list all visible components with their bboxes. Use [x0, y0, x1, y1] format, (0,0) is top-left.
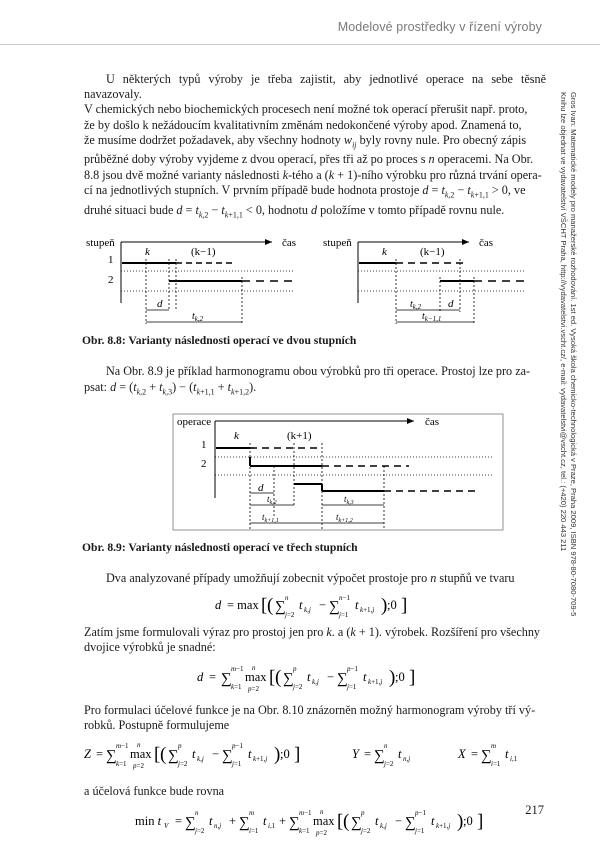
job-label-k: k	[382, 246, 387, 259]
duration-label: $t_{k,2}$	[267, 494, 277, 507]
text-span: byly rovny nule. Pro obecný zápis	[359, 132, 527, 147]
idle-label-d: d	[157, 298, 163, 311]
svg-text:m−1: m−1	[299, 808, 312, 817]
svg-text:i,1: i,1	[510, 755, 518, 764]
svg-text:k+1,j: k+1,j	[253, 755, 268, 764]
svg-text:∑: ∑	[374, 748, 385, 765]
paragraph-6	[84, 784, 546, 799]
text-line: V chemických nebo biochemických procesech není možné tok operací přerušit např. proto,	[84, 102, 528, 117]
formula	[135, 803, 495, 843]
svg-text:t: t	[431, 813, 435, 828]
figure-caption: Obr. 8.9: Varianty následnosti operací ve třech stupních	[82, 541, 358, 555]
formula	[197, 659, 433, 699]
citation-line-2: Knihu lze objednat ve vydavatelství VŠCHT Praha, http://vydavatelstvi.vscht.cz/, e-mail: vydavatelstvi@vscht.cz, tel.: (+420) 220 443 211	[559, 92, 568, 552]
text-span: položíme v tomto případě rovnu nule.	[317, 202, 505, 217]
svg-text:[: [	[269, 667, 276, 688]
svg-text:j=2: j=2	[178, 760, 188, 769]
svg-text:p=2: p=2	[133, 762, 144, 771]
svg-text:j=2: j=2	[361, 826, 371, 835]
svg-text:=: =	[175, 813, 183, 828]
svg-text:j=1: j=1	[232, 760, 242, 769]
svg-text:;0: ;0	[395, 670, 405, 684]
text-line: dvojice výrobků je snadné:	[84, 639, 216, 654]
svg-text:k+1,j: k+1,j	[360, 605, 375, 614]
figure-caption: Obr. 8.8: Varianty následnosti operací ve dvou stupních	[82, 334, 357, 348]
svg-text:n−1: n−1	[339, 593, 350, 602]
text-span: -tého a (	[288, 167, 329, 182]
svg-text:): )	[274, 744, 281, 766]
svg-text:i,1: i,1	[268, 821, 276, 830]
svg-text:t: t	[209, 813, 213, 828]
svg-text:k,j: k,j	[304, 605, 311, 614]
text-span: , hodnotu	[261, 202, 312, 217]
text-line: Na Obr. 8.9 je příklad harmonogramu obou výrobků pro tři operace. Prostoj lze pro za-	[106, 364, 531, 379]
svg-text:V: V	[164, 821, 169, 830]
svg-text:]: ]	[294, 744, 301, 766]
svg-text:= max: = max	[227, 597, 259, 612]
svg-text:∑: ∑	[239, 814, 250, 831]
equation-idle-time	[84, 591, 546, 621]
svg-text:=: =	[364, 747, 372, 762]
idle-label-d: d	[258, 482, 264, 495]
duration-label: $t_{k+1,2}$	[336, 512, 353, 525]
svg-text:t: t	[375, 813, 379, 828]
text-line: robků. Postupně formulujeme	[84, 718, 230, 733]
svg-text:(: (	[267, 594, 274, 616]
svg-text:(: (	[275, 667, 282, 688]
svg-text:m−1: m−1	[116, 742, 129, 751]
gantt-chart-three-stage	[84, 413, 546, 533]
svg-text:]: ]	[401, 594, 408, 616]
svg-text:t: t	[192, 747, 196, 762]
svg-text:=: =	[96, 747, 104, 762]
svg-text:p: p	[361, 808, 365, 817]
svg-text:p−1: p−1	[415, 808, 426, 817]
paragraph-4	[84, 625, 546, 655]
svg-text:): )	[457, 810, 464, 832]
text-line: U některých typů výroby je třeba zajistit, aby jednotlivé operace na sebe těsně navazovaly.	[84, 72, 546, 102]
svg-text:]: ]	[409, 667, 416, 688]
svg-text:Z: Z	[84, 747, 91, 762]
svg-text:m: m	[249, 808, 255, 817]
citation-line-1: Gros Ivan: Matematické modely pro manažerské rozhodování. 1st ed. Vysoká škola chemicko-technologická v Praze, Praha 2009, ISBN 978-80-7080-709-5	[569, 92, 578, 617]
svg-text:p: p	[178, 742, 182, 751]
svg-text:k,j: k,j	[312, 678, 319, 686]
svg-text:p−1: p−1	[347, 665, 358, 673]
svg-text:∑: ∑	[106, 748, 117, 765]
math-k: k	[282, 167, 289, 182]
svg-text:+: +	[279, 813, 287, 828]
job-label-k-plus-1: (k+1)	[287, 430, 312, 443]
citation-sidebar	[558, 92, 578, 616]
svg-text:d: d	[215, 597, 222, 612]
svg-text:p=2: p=2	[248, 685, 259, 693]
svg-text:∑: ∑	[222, 748, 233, 765]
idle-label-d: d	[448, 298, 454, 311]
text-span: že musíme dodržet požadavek, aby všechny hodnoty	[84, 132, 344, 147]
text-span: cí na jednotlivých stupních. V prvním případě bude hodnota prostoje	[84, 182, 423, 197]
svg-text:t: t	[355, 597, 359, 612]
svg-text:∑: ∑	[405, 814, 416, 831]
svg-text:k=1: k=1	[116, 760, 127, 769]
text-span: druhé situaci bude	[84, 202, 177, 217]
page-content	[84, 72, 546, 847]
svg-text:d: d	[197, 670, 204, 684]
job-label-k-minus-1: (k−1)	[420, 246, 445, 259]
math-inline: d	[422, 182, 429, 197]
text-line: a účelová funkce bude rovna	[84, 783, 225, 798]
svg-text:−: −	[395, 813, 403, 828]
text-line: Pro formulaci účelové funkce je na Obr. 8.10 znázorněn možný harmonogram výroby tří vý-	[84, 703, 536, 717]
svg-text:∑: ∑	[283, 671, 294, 687]
page-number: 217	[525, 803, 544, 817]
axis-label: stupeň	[86, 237, 115, 250]
svg-text:;0: ;0	[387, 597, 397, 612]
svg-text:∑: ∑	[351, 814, 362, 831]
svg-text:−: −	[212, 747, 220, 762]
svg-text:;0: ;0	[280, 747, 290, 762]
svg-text:j=1: j=1	[339, 610, 349, 619]
svg-text:k,j: k,j	[197, 755, 204, 764]
header-title: Modelové prostředky v řízení výroby	[337, 20, 542, 34]
job-label-k-minus-1: (k−1)	[191, 246, 216, 259]
svg-text:(: (	[343, 810, 350, 832]
svg-text:t: t	[505, 747, 509, 762]
paragraph-1	[84, 72, 546, 222]
svg-text:m: m	[491, 742, 497, 751]
text-span: + 1). výrobek. Rozšíření pro všechny	[355, 624, 541, 639]
svg-text:∑: ∑	[185, 814, 196, 831]
svg-text:n: n	[137, 741, 141, 750]
job-label-k: k	[145, 246, 150, 259]
svg-text:n: n	[285, 593, 289, 602]
running-header	[0, 0, 600, 45]
axis-label: operace	[177, 416, 212, 429]
svg-text:]: ]	[477, 810, 484, 832]
svg-text:max: max	[245, 670, 267, 684]
paragraph-3	[84, 571, 546, 586]
svg-text:p: p	[293, 665, 297, 673]
svg-text:−: −	[319, 597, 327, 612]
svg-text:n: n	[195, 808, 199, 817]
svg-text:j=2: j=2	[384, 760, 394, 769]
text-span: operacemi. Na Obr.	[434, 152, 534, 167]
svg-text:k=1: k=1	[299, 826, 310, 835]
row-label-2: 2	[108, 274, 114, 287]
row-label-1: 1	[201, 439, 207, 452]
svg-text:[: [	[337, 810, 344, 832]
figure-8-9	[84, 413, 546, 555]
text-line	[84, 168, 546, 183]
text-span: + 1)-ního výrobku pro různá trvání opera-	[334, 167, 542, 182]
job-label-k: k	[234, 430, 239, 443]
svg-text:j=2: j=2	[195, 826, 205, 835]
text-span: 8.8 jsou dvě možné varianty následnosti	[84, 167, 283, 182]
duration-label: $t_{k,2}$	[410, 299, 422, 312]
svg-text:t: t	[307, 670, 311, 684]
svg-text:[: [	[154, 744, 161, 766]
svg-text:n,j: n,j	[214, 821, 222, 830]
svg-text:;0: ;0	[463, 813, 473, 828]
svg-text:Y: Y	[352, 747, 359, 762]
svg-text:∑: ∑	[329, 598, 340, 615]
equation-total-idle	[84, 659, 546, 699]
equation-z-y-x	[84, 736, 546, 780]
svg-text:∑: ∑	[221, 671, 232, 687]
gantt-chart-two-stage	[84, 236, 546, 326]
text-span: . a (	[331, 624, 351, 639]
svg-text:): )	[389, 667, 396, 688]
time-label: čas	[479, 237, 494, 250]
svg-text:j=2: j=2	[285, 610, 295, 619]
svg-text:max: max	[313, 813, 335, 828]
svg-text:m−1: m−1	[231, 665, 244, 673]
duration-label: $t_{k+1,1}$	[262, 512, 279, 525]
figure-8-8	[84, 236, 546, 348]
formula	[84, 736, 546, 776]
svg-text:∑: ∑	[289, 814, 300, 831]
svg-text:X: X	[458, 747, 466, 762]
svg-text:n,j: n,j	[403, 755, 411, 764]
formula	[215, 591, 415, 621]
svg-text:[: [	[261, 594, 268, 616]
text-line: že by došlo k nežádoucím kvalitativním změnám nedokončené výroby apod. Znamená to,	[84, 117, 522, 132]
text-span: psat:	[84, 379, 111, 394]
text-line	[84, 571, 546, 586]
text-line: druhé situaci bude $d = t_{k,2} - t_{k+1,1} < 0$, hodnotu d položíme v tomto případě rovnu nule.	[84, 202, 505, 219]
math-n: n	[428, 152, 435, 167]
svg-text:n: n	[320, 807, 324, 816]
duration-label: $t_{k-1,1}$	[422, 311, 442, 324]
svg-text:p−1: p−1	[232, 742, 243, 751]
row-label-2: 2	[201, 458, 207, 471]
svg-text:k,j: k,j	[380, 821, 387, 830]
text-line	[84, 133, 546, 153]
svg-text:∑: ∑	[168, 748, 179, 765]
svg-text:max: max	[130, 747, 152, 762]
svg-text:i=1: i=1	[491, 760, 501, 769]
svg-text:t: t	[248, 747, 252, 762]
text-line: psat: $d = (t_{k,2} + t_{k,3}) - (t_{k+1,1} + t_{k+1,2})$.	[84, 379, 257, 396]
equation-objective	[84, 803, 546, 843]
svg-text:∑: ∑	[275, 598, 286, 615]
svg-text:n: n	[384, 742, 388, 751]
svg-text:k+1,j: k+1,j	[368, 678, 383, 686]
text-span: stupňů ve tvaru	[436, 571, 515, 586]
paragraph-5	[84, 703, 546, 733]
svg-text:t: t	[398, 747, 402, 762]
paragraph-2	[84, 364, 546, 399]
text-span: Zatím jsme formulovali výraz pro prostoj jen pro	[84, 624, 327, 639]
svg-text:t: t	[363, 670, 367, 684]
svg-text:n: n	[252, 664, 256, 672]
svg-text:+: +	[229, 813, 237, 828]
svg-text:t: t	[299, 597, 303, 612]
row-label-1: 1	[108, 254, 114, 267]
svg-text:∑: ∑	[337, 671, 348, 687]
svg-text:j=1: j=1	[347, 683, 357, 691]
text-line: Zatím jsme formulovali výraz pro prostoj jen pro k. a (k + 1). výrobek. Rozšíření pro všechny	[84, 624, 541, 639]
svg-text:=: =	[209, 670, 217, 684]
math-wij: $w_{ij}$	[343, 132, 357, 150]
math-n: n	[430, 571, 437, 586]
svg-text:): )	[381, 594, 388, 616]
svg-text:k+1,j: k+1,j	[436, 821, 451, 830]
text-line	[84, 152, 546, 167]
duration-label: $t_{k,3}$	[344, 494, 354, 507]
time-label: čas	[425, 416, 440, 429]
svg-text:=: =	[471, 747, 479, 762]
svg-text:(: (	[160, 744, 167, 766]
right-panel	[323, 237, 524, 324]
svg-text:j=2: j=2	[293, 683, 303, 691]
text-span: průběžné doby výroby vyjdeme z dvou operací, přes tři až po proces s	[84, 152, 429, 167]
svg-text:i=1: i=1	[249, 826, 259, 835]
time-label: čas	[282, 237, 297, 250]
text-line: cí na jednotlivých stupních. V prvním případě bude hodnota prostoje $d = t_{k,2} - t_{k+1,1} > 0$, ve	[84, 182, 526, 200]
svg-text:min t: min t	[135, 813, 162, 828]
svg-text:k=1: k=1	[231, 683, 242, 691]
axis-label: stupeň	[323, 237, 352, 250]
svg-text:p=2: p=2	[316, 828, 327, 837]
text-span: Dva analyzované případy umožňují zobecnit výpočet prostoje pro	[106, 571, 431, 586]
svg-text:t: t	[263, 813, 267, 828]
svg-text:∑: ∑	[481, 748, 492, 765]
duration-label: $t_{k,2}$	[192, 311, 204, 324]
math-k: k	[328, 167, 335, 182]
left-panel	[86, 237, 296, 324]
svg-text:j=1: j=1	[415, 826, 425, 835]
svg-text:−: −	[327, 670, 335, 684]
